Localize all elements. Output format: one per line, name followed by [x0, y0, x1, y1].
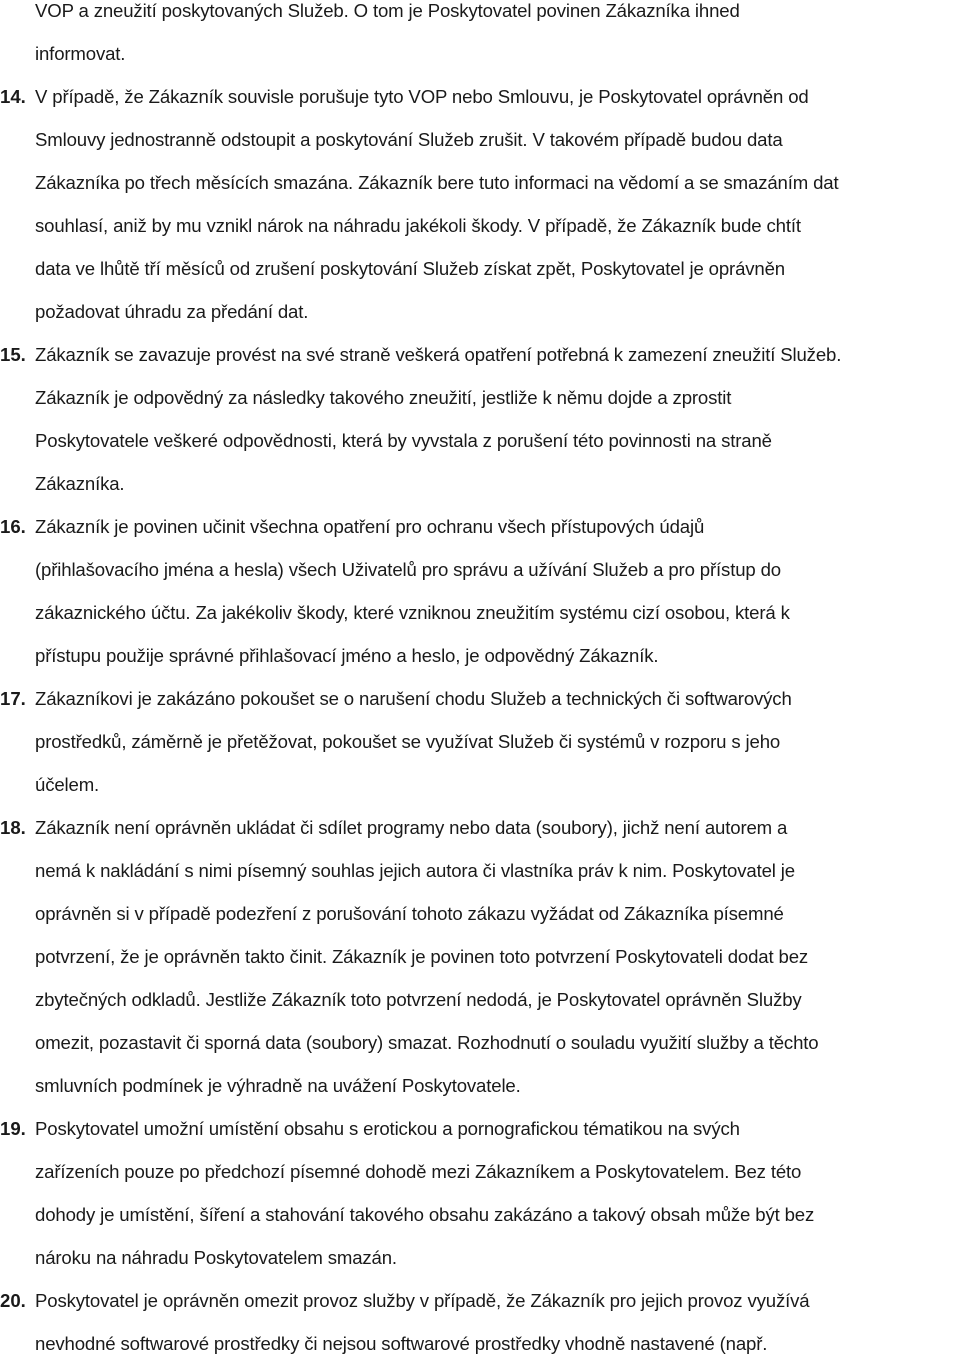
text-line: účelem. [35, 774, 100, 795]
text-line: VOP a zneužití poskytovaných Služeb. O tom je Poskytovatel povinen Zákazníka ihned [35, 0, 740, 21]
text-line: Poskytovatele veškeré odpovědnosti, která by vyvstala z porušení této povinnosti na straně [35, 430, 772, 451]
text-line: Poskytovatel je oprávněn omezit provoz služby v případě, že Zákazník pro jejich provoz využívá [35, 1290, 810, 1311]
text-line: souhlasí, aniž by mu vznikl nárok na náhradu jakékoli škody. V případě, že Zákazník bude chtít [35, 215, 801, 236]
text-line: nevhodné softwarové prostředky či nejsou softwarové prostředky vhodně nastavené (např. [35, 1333, 768, 1354]
text-line: Zákazníka. [35, 473, 125, 494]
text-line: požadovat úhradu za předání dat. [35, 301, 309, 322]
text-line: Zákazník je odpovědný za následky takového zneužití, jestliže k němu dojde a zprostit [35, 387, 732, 408]
text-line: nemá k nakládání s nimi písemný souhlas jejich autora či vlastníka práv k nim. Poskytovatel je [35, 860, 795, 881]
clause-number: 20. [0, 1290, 26, 1311]
clause-number: 14. [0, 86, 26, 107]
text-line: Zákazníkovi je zakázáno pokoušet se o narušení chodu Služeb a technických či softwarových [35, 688, 792, 709]
text-line: Zákazník není oprávněn ukládat či sdílet programy nebo data (soubory), jichž není autorem a [35, 817, 788, 838]
clause-number: 16. [0, 516, 26, 537]
text-line: oprávněn si v případě podezření z porušování tohoto zákazu vyžádat od Zákazníka písemné [35, 903, 784, 924]
clause-number: 18. [0, 817, 26, 838]
text-line: Smlouvy jednostranně odstoupit a poskytování Služeb zrušit. V takovém případě budou data [35, 129, 783, 150]
text-line: Zákazník je povinen učinit všechna opatření pro ochranu všech přístupových údajů [35, 516, 705, 537]
clause-number: 15. [0, 344, 26, 365]
text-line: nároku na náhradu Poskytovatelem smazán. [35, 1247, 397, 1268]
text-line: Zákazník se zavazuje provést na své straně veškerá opatření potřebná k zamezení zneužití Služeb. [35, 344, 842, 365]
text-line: potvrzení, že je oprávněn takto činit. Zákazník je povinen toto potvrzení Poskytovateli dodat bez [35, 946, 809, 967]
text-line: omezit, pozastavit či sporná data (soubory) smazat. Rozhodnutí o souladu využití služby a těchto [35, 1032, 819, 1053]
clause-number: 19. [0, 1118, 26, 1139]
text-line: Zákazníka po třech měsících smazána. Zákazník bere tuto informaci na vědomí a se smazáním dat [35, 172, 839, 193]
text-line: data ve lhůtě tří měsíců od zrušení poskytování Služeb získat zpět, Poskytovatel je oprávněn [35, 258, 785, 279]
text-line: dohody je umístění, šíření a stahování takového obsahu zakázáno a takový obsah může být bez [35, 1204, 815, 1225]
text-line: zákaznického účtu. Za jakékoliv škody, které vzniknou zneužitím systému cizí osobou, která k [35, 602, 790, 623]
text-line: zbytečných odkladů. Jestliže Zákazník toto potvrzení nedodá, je Poskytovatel oprávněn Služby [35, 989, 802, 1010]
clause-number: 17. [0, 688, 26, 709]
text-line: zařízeních pouze po předchozí písemné dohodě mezi Zákazníkem a Poskytovatelem. Bez této [35, 1161, 802, 1182]
text-line: smluvních podmínek je výhradně na uvážení Poskytovatele. [35, 1075, 521, 1096]
text-line: prostředků, záměrně je přetěžovat, pokoušet se využívat Služeb či systémů v rozporu s jeho [35, 731, 781, 752]
text-line: přístupu použije správné přihlašovací jméno a heslo, je odpovědný Zákazník. [35, 645, 659, 666]
text-line: Poskytovatel umožní umístění obsahu s erotickou a pornografickou tématikou na svých [35, 1118, 740, 1139]
text-line: V případě, že Zákazník souvisle porušuje tyto VOP nebo Smlouvu, je Poskytovatel oprávněn od [35, 86, 809, 107]
text-line: informovat. [35, 43, 126, 64]
text-line: (přihlašovacího jména a hesla) všech Uživatelů pro správu a užívání Služeb a pro přístup do [35, 559, 781, 580]
